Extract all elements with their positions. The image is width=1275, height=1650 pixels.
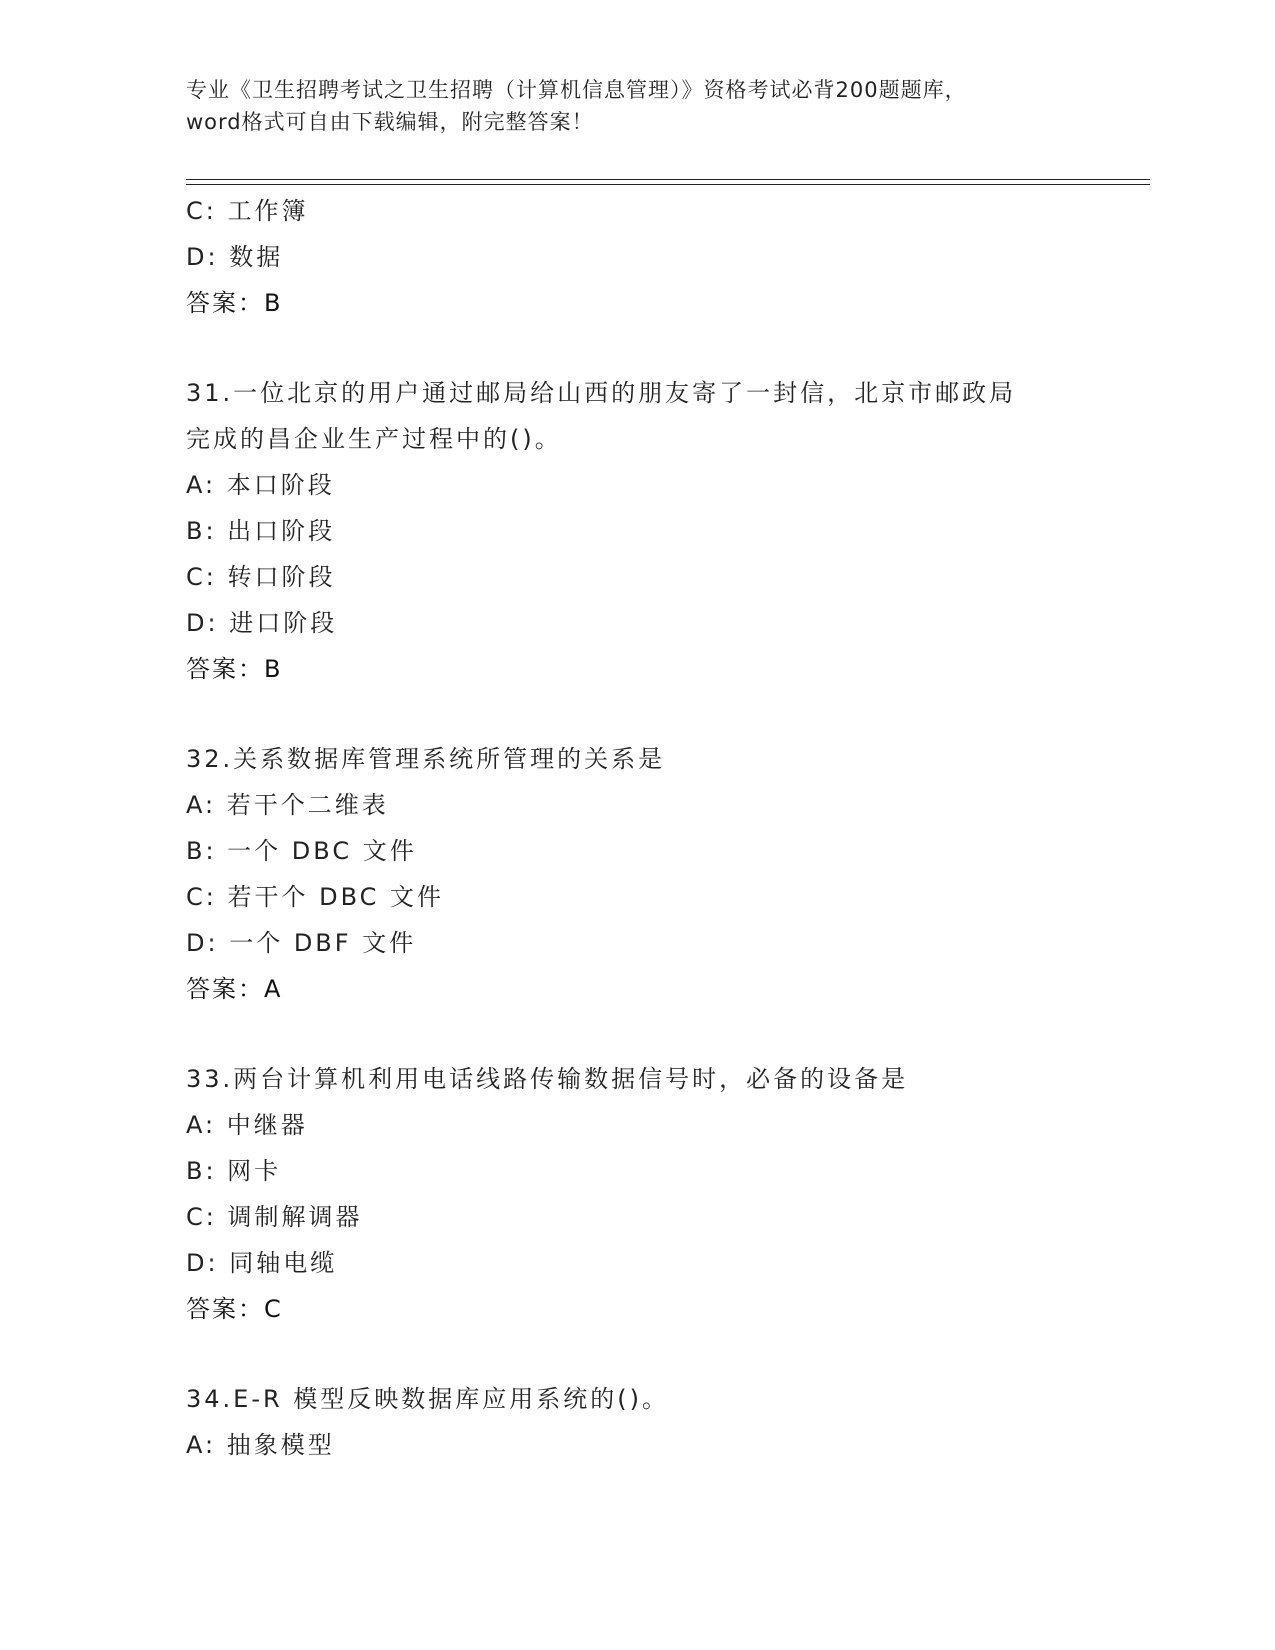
question-text: 33.两台计算机利用电话线路传输数据信号时，必备的设备是 [186, 1065, 909, 1093]
question-text: 31.一位北京的用户通过邮局给山西的朋友寄了一封信，北京市邮政局 [186, 379, 1017, 407]
question-34 [186, 1376, 1150, 1468]
question-text-continued: 完成的昌企业生产过程中的()。 [186, 425, 562, 453]
prev-question-block [186, 188, 1150, 326]
spacer [186, 1012, 1150, 1056]
header-title-line-1: 专业《卫生招聘考试之卫生招聘（计算机信息管理）》资格考试必背200题题库， [186, 78, 967, 102]
question-text: 32.关系数据库管理系统所管理的关系是 [186, 745, 666, 773]
option-c: C: 工作簿 [186, 197, 309, 225]
spacer [186, 692, 1150, 736]
answer-line: 答案：B [186, 289, 283, 317]
answer-line: 答案：B [186, 655, 283, 683]
option-a: A: 若干个二维表 [186, 791, 389, 819]
option-d: D: 同轴电缆 [186, 1249, 338, 1277]
document-header [186, 74, 1086, 138]
question-31 [186, 370, 1150, 692]
option-c: C: 调制解调器 [186, 1203, 363, 1231]
option-a: A: 中继器 [186, 1111, 308, 1139]
question-32 [186, 736, 1150, 1012]
option-b: B: 网卡 [186, 1157, 282, 1185]
option-d: D: 进口阶段 [186, 609, 338, 637]
header-divider-top [186, 179, 1150, 180]
header-title-line-2: word格式可自由下载编辑，附完整答案！ [186, 110, 594, 134]
question-list [186, 188, 1150, 1468]
option-d: D: 数据 [186, 243, 284, 271]
answer-line: 答案：A [186, 975, 283, 1003]
spacer [186, 1332, 1150, 1376]
question-33 [186, 1056, 1150, 1332]
answer-line: 答案：C [186, 1295, 283, 1323]
spacer [186, 326, 1150, 370]
option-d: D: 一个 DBF 文件 [186, 929, 417, 957]
option-b: B: 出口阶段 [186, 517, 336, 545]
question-text: 34.E-R 模型反映数据库应用系统的()。 [186, 1385, 670, 1413]
option-c: C: 若干个 DBC 文件 [186, 883, 445, 911]
option-a: A: 本口阶段 [186, 471, 335, 499]
header-divider-bottom [186, 184, 1150, 185]
option-c: C: 转口阶段 [186, 563, 336, 591]
option-b: B: 一个 DBC 文件 [186, 837, 417, 865]
option-a: A: 抽象模型 [186, 1431, 335, 1459]
